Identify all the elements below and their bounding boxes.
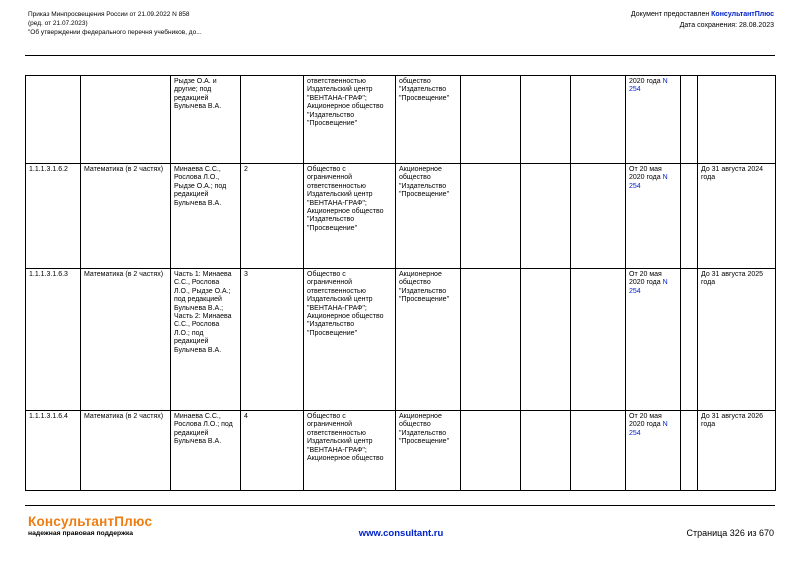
cell-authors: Часть 1: Минаева С.С., Рослова Л.О., Рыдзе О.А.; под редакцией Булычева В.А.; Часть 2: Минаева С.С., Рослова Л.О.; под редакцией Булычева В.А.	[171, 269, 241, 411]
order-date-text: От 20 мая 2020 года	[629, 413, 663, 429]
order-number-link[interactable]: N 254	[629, 174, 668, 190]
cell-order	[626, 164, 681, 269]
brand-tagline: надежная правовая поддержка	[28, 530, 134, 537]
cell-publisher-2: Акционерное общество "Издательство "Просвещение"	[396, 411, 461, 491]
cell-grade: 2	[241, 164, 304, 269]
order-date-text: От 20 мая 2020 года	[629, 271, 663, 287]
cell-empty	[521, 76, 571, 164]
cell-empty	[681, 269, 698, 411]
cell-number: 1.1.1.3.1.6.2	[26, 164, 81, 269]
page-footer	[28, 512, 774, 556]
cell-valid-until: До 31 августа 2026 года	[698, 411, 776, 491]
provider-block	[631, 10, 774, 31]
cell-empty	[461, 269, 521, 411]
cell-publisher-2: Акционерное общество "Издательство "Просвещение"	[396, 269, 461, 411]
cell-empty	[461, 411, 521, 491]
cell-empty	[681, 76, 698, 164]
document-revision-line: (ред. от 21.07.2023)	[28, 20, 88, 28]
order-number-link[interactable]: N 254	[629, 78, 668, 94]
cell-publisher-2: общество "Издательство "Просвещение"	[396, 76, 461, 164]
page-header	[28, 10, 774, 37]
save-date: Дата сохранения: 28.08.2023	[679, 21, 774, 29]
cell-number: 1.1.1.3.1.6.4	[26, 411, 81, 491]
cell-number: 1.1.1.3.1.6.3	[26, 269, 81, 411]
footer-divider	[25, 505, 775, 506]
cell-empty	[571, 76, 626, 164]
cell-subject: Математика (в 2 частях)	[81, 411, 171, 491]
order-date-text: 2020 года	[629, 78, 663, 85]
cell-publisher: Общество с ограниченной ответственностью Издательский центр "ВЕНТАНА-ГРАФ"; Акционерное общество "Издательство "Просвещение"	[304, 164, 396, 269]
order-number-link[interactable]: N 254	[629, 279, 668, 295]
cell-authors: Минаева С.С., Рослова Л.О.; под редакцией Булычева В.А.	[171, 411, 241, 491]
table-row	[26, 411, 776, 491]
table-row	[26, 76, 776, 164]
order-number-link[interactable]: N 254	[629, 421, 668, 437]
cell-publisher: Общество с ограниченной ответственностью Издательский центр "ВЕНТАНА-ГРАФ"; Акционерное общество "Издательство "Просвещение"	[304, 269, 396, 411]
table-row	[26, 164, 776, 269]
provided-by-line	[631, 10, 774, 21]
page-number: Страница 326 из 670	[686, 528, 774, 538]
cell-order	[626, 76, 681, 164]
cell-empty	[681, 411, 698, 491]
cell-grade	[241, 76, 304, 164]
cell-grade: 3	[241, 269, 304, 411]
cell-publisher: ответственностью Издательский центр "ВЕНТАНА-ГРАФ"; Акционерное общество "Издательство "Просвещение"	[304, 76, 396, 164]
provided-by-text: Документ предоставлен	[630, 11, 712, 18]
textbooks-table	[25, 75, 776, 491]
consultant-link[interactable]: КонсультантПлюс	[711, 11, 774, 18]
table-row	[26, 269, 776, 411]
document-title-block	[28, 10, 202, 37]
cell-valid-until: До 31 августа 2025 года	[698, 269, 776, 411]
document-title-line: Приказ Минпросвещения России от 21.09.2022 N 858	[28, 11, 190, 18]
cell-empty	[571, 411, 626, 491]
cell-empty	[521, 411, 571, 491]
cell-number	[26, 76, 81, 164]
cell-subject: Математика (в 2 частях)	[81, 164, 171, 269]
cell-authors: Минаева С.С., Рослова Л.О., Рыдзе О.А.; под редакцией Булычева В.А.	[171, 164, 241, 269]
cell-empty	[521, 269, 571, 411]
cell-grade: 4	[241, 411, 304, 491]
cell-order	[626, 269, 681, 411]
cell-valid-until: До 31 августа 2024 года	[698, 164, 776, 269]
cell-empty	[571, 269, 626, 411]
order-date-text: От 20 мая 2020 года	[629, 166, 663, 182]
document-subtitle-line: "Об утверждении федерального перечня учебников, до...	[28, 29, 202, 37]
cell-empty	[461, 164, 521, 269]
cell-empty	[521, 164, 571, 269]
consultantplus-logo: КонсультантПлюс	[28, 514, 153, 529]
cell-publisher: Общество с ограниченной ответственностью Издательский центр "ВЕНТАНА-ГРАФ"; Акционерное общество	[304, 411, 396, 491]
cell-valid-until	[698, 76, 776, 164]
cell-empty	[571, 164, 626, 269]
cell-order	[626, 411, 681, 491]
cell-empty	[681, 164, 698, 269]
cell-subject	[81, 76, 171, 164]
cell-subject: Математика (в 2 частях)	[81, 269, 171, 411]
cell-authors: Рыдзе О.А. и другие; под редакцией Булычева В.А.	[171, 76, 241, 164]
website-link[interactable]: www.consultant.ru	[358, 528, 444, 539]
cell-empty	[461, 76, 521, 164]
header-divider	[25, 55, 775, 56]
cell-publisher-2: Акционерное общество "Издательство "Просвещение"	[396, 164, 461, 269]
